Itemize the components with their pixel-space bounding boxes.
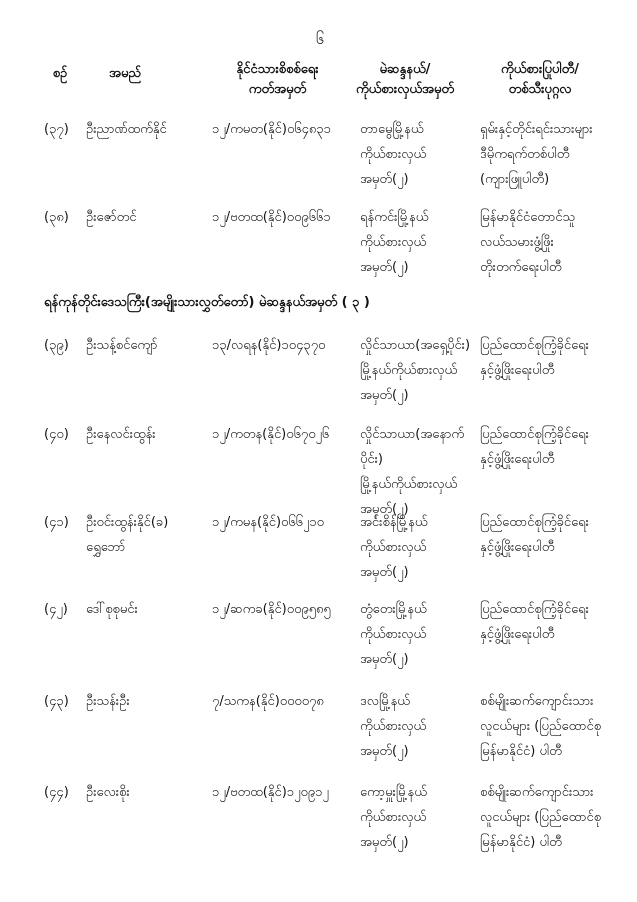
entry-name-line: ဦးလေးစိုး	[86, 785, 130, 800]
entry-party-line: မြန်မာနိုင်ငံ) ပါတီ	[480, 744, 562, 759]
entry-constituency-line: အမှတ်(၂)	[360, 502, 409, 517]
header-party-line: တစ်သီးပုဂ္ဂလ	[508, 82, 572, 97]
entry-party	[480, 333, 620, 383]
entry-constituency-line: အမှတ်(၂)	[360, 388, 409, 403]
entry-name-line: ဦးသန့်စင်ကျော်	[86, 338, 158, 353]
entry-nrc: ၁၂/ကမန(နိုင်)၀၆၆၂၁၀	[212, 515, 324, 530]
entry-party-line: မြန်မာနိုင်ငံတောင်သူ	[480, 210, 576, 225]
entry-no: (၃၇)	[44, 122, 69, 137]
entry-name	[86, 780, 211, 805]
entry-nrc: ၁၂/ကမတ(နိုင်)၀၆၄၈၃၁	[212, 122, 331, 137]
entry-constituency-line: ရန်ကင်းမြို့နယ်	[360, 210, 429, 225]
entry-name-line: ဦးနေလင်းထွန်း	[86, 427, 156, 442]
entry-party-line: နှင့်ဖွံ့ဖြိုးရေးပါတီ	[480, 540, 555, 555]
entry-party-line: လယ်သမားဖွံ့ဖြိုး	[480, 235, 554, 250]
header-nrc-line: ကတ်အမှတ်	[248, 82, 307, 97]
header-name: အမည်	[109, 66, 141, 81]
entry-party-line: လူငယ်များ (ပြည်ထောင်စု	[480, 719, 602, 734]
entry-constituency-line: အမှတ်(၂)	[360, 652, 409, 667]
header-no: စဉ်	[52, 66, 68, 81]
entry-nrc: ၁၂/ဆကခ(နိုင်)၀၀၉၅၈၅	[212, 602, 331, 617]
entry-constituency-line: မြို့နယ်ကိုယ်စားလှယ်	[360, 477, 458, 492]
entry-party-line: တိုးတက်ရေးပါတီ	[480, 260, 562, 275]
entry-nrc: ၁၂/ဗတထ(နိုင်)၀၀၉၆၆၁	[212, 210, 331, 225]
entry-name	[86, 689, 211, 714]
page-number: ၆	[315, 30, 325, 48]
entry-constituency-line: မြို့နယ်ကိုယ်စားလှယ်	[360, 363, 458, 378]
entry-constituency-line: ကော့မှူးမြို့နယ်	[360, 785, 427, 800]
entry-party-line: လူငယ်များ (ပြည်ထောင်စု	[480, 810, 602, 825]
entry-constituency-line: ကိုယ်စားလှယ်	[360, 147, 427, 162]
entry-party-line: ရှမ်းနှင့်တိုင်းရင်းသားများ	[480, 122, 593, 137]
entry-no: (၄၀)	[44, 427, 69, 442]
entry-constituency-line: တွံတေးမြို့နယ်	[360, 602, 427, 617]
entry-constituency-line: အမှတ်(၂)	[360, 260, 409, 275]
entry-name	[86, 422, 211, 447]
entry-party-line: နှင့်ဖွံ့ဖြိုးရေးပါတီ	[480, 627, 555, 642]
entry-constituency-line: အမှတ်(၂)	[360, 744, 409, 759]
entry-no: (၃၉)	[44, 338, 69, 353]
entry-party	[480, 205, 620, 280]
entry-name-line: ဦးဝင်းထွန်းနိုင်(ခ)	[86, 515, 169, 530]
table-header	[0, 60, 637, 108]
entry-party	[480, 689, 620, 764]
header-party	[470, 60, 610, 100]
entry-constituency-line: အမှတ်(၂)	[360, 835, 409, 850]
entry-constituency-line: တာမွေမြို့နယ်	[360, 122, 424, 137]
entry-party-line: စစ်မျိုးဆက်ကျောင်းသား	[480, 694, 594, 709]
entry-constituency	[360, 117, 480, 192]
entry-no: (၄၄)	[44, 785, 69, 800]
entry-name	[86, 205, 211, 230]
entry-constituency-line: အမှတ်(၂)	[360, 565, 409, 580]
entry-party	[480, 597, 620, 647]
entry-party-line: မြန်မာနိုင်ငံ) ပါတီ	[480, 835, 562, 850]
entry-constituency	[360, 422, 480, 522]
entry-name	[86, 510, 211, 560]
header-nrc-line: နိုင်ငံသားစိစစ်ရေး	[236, 62, 319, 77]
entry-constituency-line: ကိုယ်စားလှယ်	[360, 719, 427, 734]
entry-party-line: (ကျားဖြူပါတီ)	[480, 172, 550, 187]
entry-party-line: ဒီမိုကရက်တစ်ပါတီ	[480, 147, 570, 162]
header-constituency-line: ကိုယ်စားလှယ်အမှတ်	[355, 82, 455, 97]
header-party-line: ကိုယ်စားပြုပါတီ/	[501, 62, 579, 77]
entry-constituency-line: ကိုယ်စားလှယ်	[360, 235, 427, 250]
entry-no: (၄၃)	[44, 694, 69, 709]
entry-nrc: ၁၂/ကတန(နိုင်)၀၆၇၀၂၆	[212, 427, 330, 442]
entry-party-line: ပြည်ထောင်စုကြံ့ခိုင်ရေး	[480, 602, 589, 617]
entry-party-line: နှင့်ဖွံ့ဖြိုးရေးပါတီ	[480, 363, 555, 378]
entry-no: (၄၂)	[44, 602, 68, 617]
entry-party-line: ပြည်ထောင်စုကြံ့ခိုင်ရေး	[480, 427, 589, 442]
section-heading: ရန်ကုန်တိုင်းဒေသကြီး(အမျိုးသားလွှတ်တော်) မဲဆန္ဒနယ်အမှတ် ( ၃ )	[44, 295, 370, 310]
entry-constituency-line: ကိုယ်စားလှယ်	[360, 627, 427, 642]
entry-constituency-line: ကိုယ်စားလှယ်	[360, 810, 427, 825]
entry-no: (၄၁)	[44, 515, 69, 530]
header-nrc	[210, 60, 345, 100]
entry-constituency	[360, 205, 480, 280]
entry-constituency-line: အင်းစိန်မြို့နယ်	[360, 515, 428, 530]
entry-party	[480, 780, 620, 855]
entry-constituency	[360, 333, 480, 408]
entry-nrc: ၁၃/လရန(နိုင်)၁၀၄၃၇၀	[212, 338, 326, 353]
entry-constituency	[360, 780, 480, 855]
entry-no: (၃၈)	[44, 210, 69, 225]
header-constituency-line: မဲဆန္ဒနယ်/	[379, 62, 431, 77]
header-constituency	[335, 60, 475, 100]
entry-name-line: ဦးသန်းဦး	[86, 694, 130, 709]
entry-name-line: ဦးဇော်တင်	[86, 210, 137, 225]
entry-constituency-line: ကိုယ်စားလှယ်	[360, 540, 427, 555]
entry-constituency-line: အမှတ်(၂)	[360, 172, 409, 187]
entry-party-line: နှင့်ဖွံ့ဖြိုးရေးပါတီ	[480, 452, 555, 467]
entry-party	[480, 510, 620, 560]
entry-name-line: ဒေါ်စုစုမင်း	[86, 602, 138, 617]
entry-nrc: ၇/သကန(နိုင်)၀၀၀၀၇၈	[212, 694, 324, 709]
entry-nrc: ၁၂/ဗတထ(နိုင်)၁၂၀၉၁၂	[212, 785, 329, 800]
entry-constituency	[360, 689, 480, 764]
entry-constituency-line: ဒလမြို့နယ်	[360, 694, 410, 709]
entry-party-line: ပြည်ထောင်စုကြံ့ခိုင်ရေး	[480, 338, 589, 353]
entry-party-line: ပြည်ထောင်စုကြံ့ခိုင်ရေး	[480, 515, 589, 530]
entry-constituency-line: လှိုင်သာယာ(အနောက်ပိုင်း)	[360, 427, 465, 467]
entry-party-line: စစ်မျိုးဆက်ကျောင်းသား	[480, 785, 594, 800]
entry-name	[86, 333, 211, 358]
entry-party	[480, 117, 620, 192]
entry-party	[480, 422, 620, 472]
entry-name-line: ရွှေဘော်	[86, 540, 126, 555]
entry-name	[86, 597, 211, 622]
entry-name-line: ဦးညာဏ်ထက်နိုင်	[86, 122, 167, 137]
entry-constituency	[360, 510, 480, 585]
entry-constituency-line: လှိုင်သာယာ(အရှေ့ပိုင်း)	[360, 338, 471, 353]
entry-name	[86, 117, 211, 142]
entry-constituency	[360, 597, 480, 672]
